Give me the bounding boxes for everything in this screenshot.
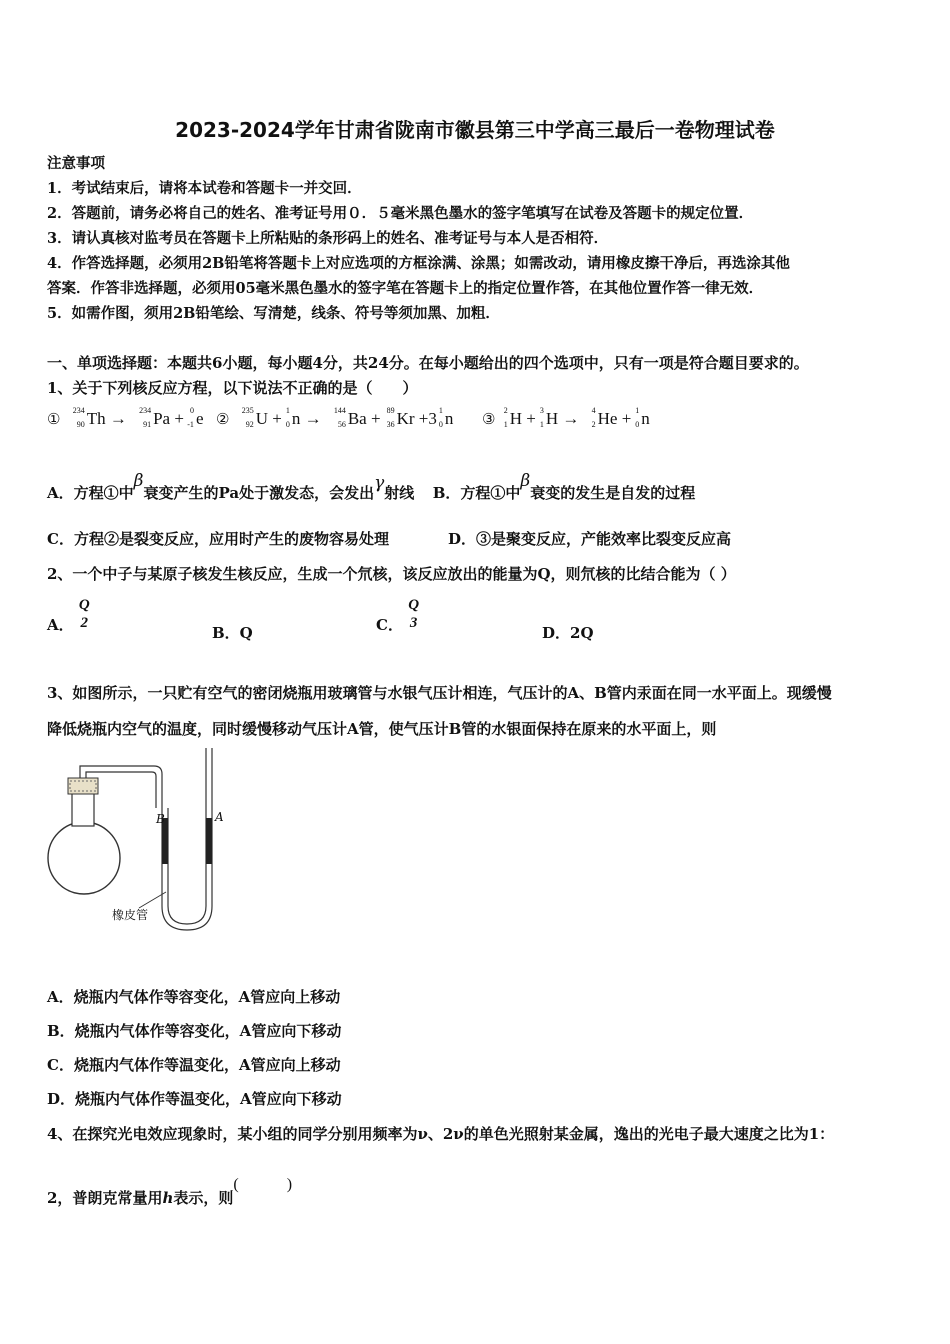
gamma-symbol: γ	[374, 473, 385, 493]
question-1-option-c: C．方程②是裂变反应，应用时产生的废物容易处理	[47, 530, 389, 548]
section-heading: 一、单项选择题：本题共6小题，每小题4分，共24分。在每小题给出的四个选项中，只有一项是符合题目要求的。	[47, 354, 809, 372]
nuclide-prefix: 234 90	[72, 406, 85, 429]
label-tube-a: A	[215, 810, 224, 824]
notice-item: 2．答题前，请务必将自己的姓名、准考证号用０．５毫米黑色墨水的签字笔填写在试卷及答题卡的规定位置．	[47, 205, 754, 222]
notice-item: 3．请认真核对监考员在答题卡上所粘贴的条形码上的姓名、准考证号与本人是否相符．	[47, 230, 609, 247]
question-3-option: B．烧瓶内气体作等容变化，A管应向下移动	[47, 1022, 342, 1040]
beta-symbol: β	[520, 471, 531, 491]
question-3-option: C．烧瓶内气体作等温变化，A管应向上移动	[47, 1056, 341, 1074]
eq-marker: ③	[482, 411, 496, 428]
equation-1: ① 234 90 Th → 234 91 Pa + 0 -1 e	[47, 408, 203, 432]
question-2-option-a: A． Q 2	[47, 597, 90, 634]
eq-marker: ②	[216, 411, 230, 428]
equation-2: ② 235 92 U + 1 0 n → 144 56 Ba + 89 36 Kr +3 1 0 n	[216, 406, 454, 429]
question-1-option-a-b: A．方程①中β衰变产生的Pa处于激发态，会发出γ射线 B．方程①中β衰变的发生是自发的过程	[47, 471, 696, 502]
answer-paren: ( )	[233, 1176, 293, 1193]
question-1-stem: 1、关于下列核反应方程，以下说法不正确的是（ ）	[47, 379, 418, 397]
question-2-option-d: D．2Q	[542, 624, 594, 642]
question-3-option: D．烧瓶内气体作等温变化，A管应向下移动	[47, 1090, 342, 1108]
label-rubber-tube: 橡皮管	[112, 908, 149, 922]
question-4-stem: 4、在探究光电效应现象时，某小组的同学分别用频率为ν、2ν的单色光照射某金属，逸出的光电子最大速度之比为1：	[47, 1125, 835, 1143]
page-title: 2023-2024学年甘肃省陇南市徽县第三中学高三最后一卷物理试卷	[175, 118, 775, 142]
question-2-option-b: B．Q	[212, 624, 253, 642]
label-tube-b: B	[156, 812, 165, 826]
notice-item: 答案．作答非选择题，必须用05毫米黑色墨水的签字笔在答题卡上的指定位置作答，在其他位置作答一律无效．	[47, 280, 764, 297]
question-4-stem: 2，普朗克常量用h表示，则( )	[47, 1176, 293, 1207]
question-2-option-c: C． Q 3	[376, 597, 420, 634]
eq-marker: ①	[47, 411, 61, 428]
question-3-stem: 3、如图所示，一只贮有空气的密闭烧瓶用玻璃管与水银气压计相连，气压计的A、B管内汞面在同一水平面上。现缓慢	[47, 684, 832, 702]
question-1-option-d: D．③是聚变反应，产能效率比裂变反应高	[448, 530, 732, 548]
question-3-option: A．烧瓶内气体作等容变化，A管应向上移动	[47, 988, 341, 1006]
question-3-stem: 降低烧瓶内空气的温度，同时缓慢移动气压计A管，使气压计B管的水银面保持在原来的水平面上，则	[47, 720, 717, 738]
question-2-stem: 2、一个中子与某原子核发生核反应，生成一个氘核，该反应放出的能量为Q，则氘核的比结合能为（ ）	[47, 565, 736, 583]
equation-3: ③ 2 1 H + 3 1 H → 4 2 He + 1 0 n	[482, 406, 650, 429]
notice-item: 4．作答选择题，必须用2B铅笔将答题卡上对应选项的方框涂满、涂黑；如需改动，请用橡皮擦干净后，再选涂其他	[47, 255, 790, 272]
notice-heading: 注意事项	[47, 155, 105, 172]
notice-item: 5．如需作图，须用2B铅笔绘、写清楚，线条、符号等须加黑、加粗．	[47, 305, 500, 322]
notice-item: 1．考试结束后，请将本试卷和答题卡一并交回．	[47, 180, 362, 197]
beta-symbol: β	[133, 471, 144, 491]
